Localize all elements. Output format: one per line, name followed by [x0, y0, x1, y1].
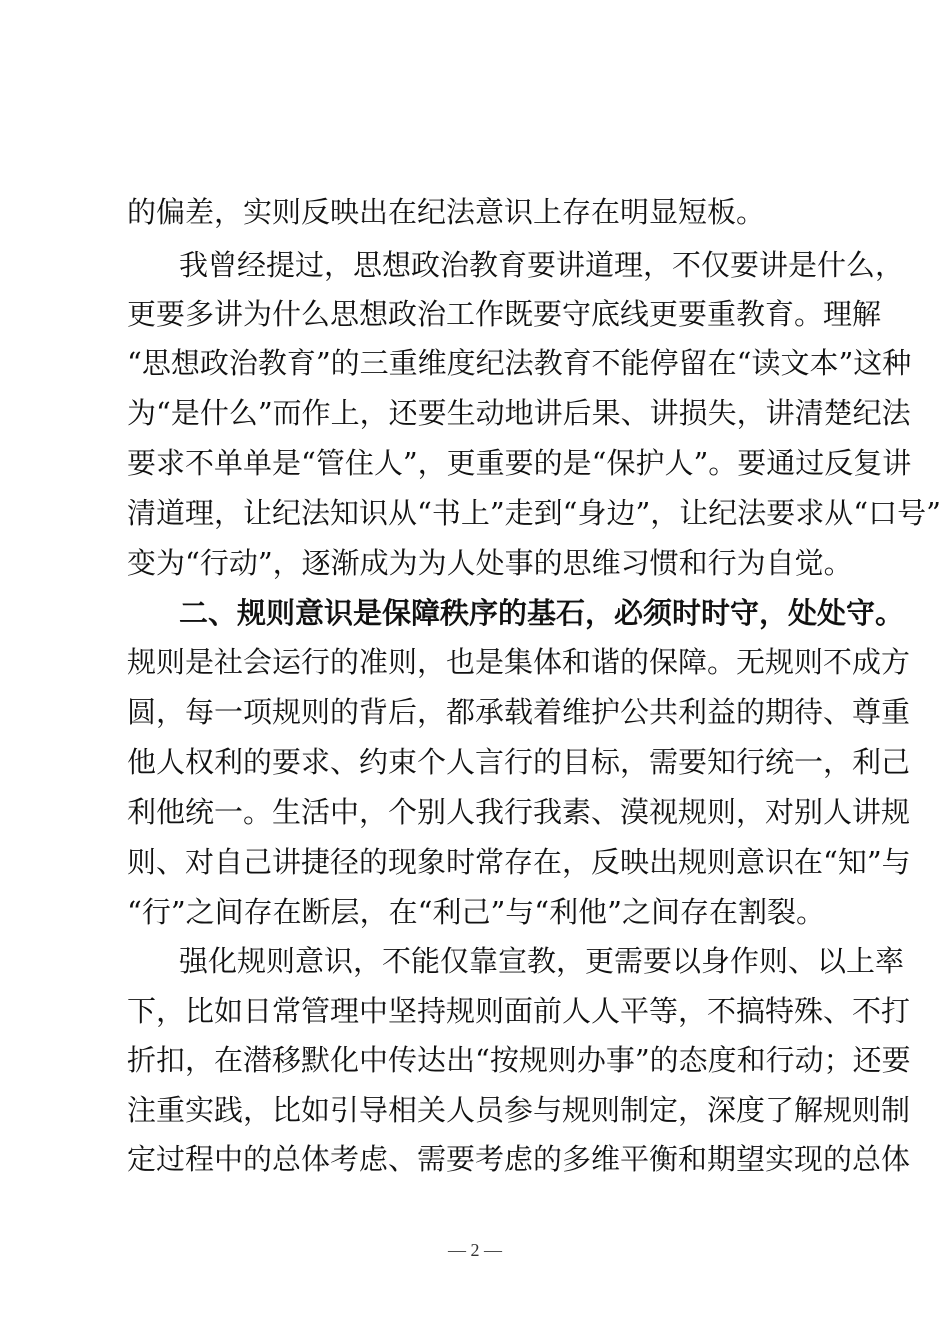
text-line: 他人权利的要求、约束个人言行的目标，需要知行统一，利己	[127, 745, 911, 779]
text-line: 下，比如日常管理中坚持规则面前人人平等，不搞特殊、不打	[127, 994, 911, 1028]
text-line: 变为“行动”，逐渐成为为人处事的思维习惯和行为自觉。	[127, 546, 853, 580]
text-line: 要求不单单是“管住人”，更重要的是“保护人”。要通过反复讲	[127, 446, 912, 480]
text-line: 定过程中的总体考虑、需要考虑的多维平衡和期望实现的总体	[127, 1142, 911, 1176]
paragraph-start-line: 强化规则意识，不能仅靠宣教，更需要以身作则、以上率	[179, 944, 905, 978]
text-line: 清道理，让纪法知识从“书上”走到“身边”，让纪法要求从“口号”	[127, 496, 941, 530]
text-line: 圆，每一项规则的背后，都承载着维护公共利益的期待、尊重	[127, 695, 911, 729]
text-line: “行”之间存在断层，在“利己”与“利他”之间存在割裂。	[127, 895, 825, 929]
text-line: “思想政治教育”的三重维度纪法教育不能停留在“读文本”这种	[127, 346, 912, 380]
text-line: 则、对自己讲捷径的现象时常存在，反映出规则意识在“知”与	[127, 845, 911, 879]
text-line: 折扣，在潜移默化中传达出“按规则办事”的态度和行动；还要	[127, 1043, 911, 1077]
page-number: — 2 —	[448, 1240, 502, 1260]
text-line: 为“是什么”而作上，还要生动地讲后果、讲损失，讲清楚纪法	[127, 396, 911, 430]
text-line: 规则是社会运行的准则，也是集体和谐的保障。无规则不成方	[127, 645, 911, 679]
text-line: 利他统一。生活中，个别人我行我素、漠视规则，对别人讲规	[127, 795, 911, 829]
paragraph-start-line: 我曾经提过，思想政治教育要讲道理，不仅要讲是什么，	[179, 248, 905, 282]
text-line: 注重实践，比如引导相关人员参与规则制定，深度了解规则制	[127, 1093, 911, 1127]
section-heading: 二、规则意识是保障秩序的基石，必须时时守，处处守。	[179, 596, 905, 630]
text-line: 的偏差，实则反映出在纪法意识上存在明显短板。	[127, 195, 766, 229]
text-line: 更要多讲为什么思想政治工作既要守底线更要重教育。理解	[127, 297, 882, 331]
